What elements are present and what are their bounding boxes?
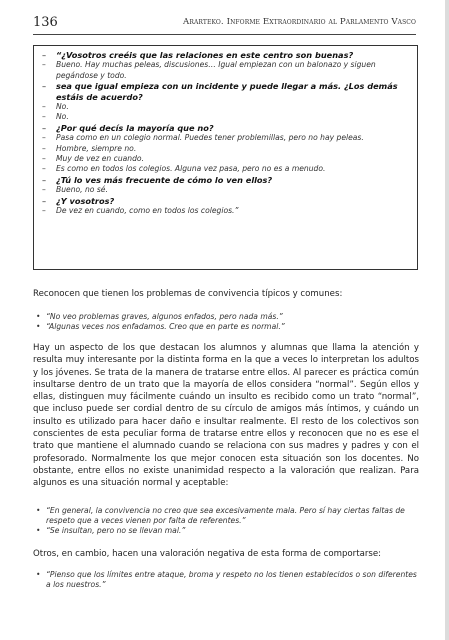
interview-answer: – No. [42, 102, 402, 112]
quote-item: • “Se insultan, pero no se llevan mal.” [36, 526, 418, 536]
quote-list-3 [36, 570, 418, 590]
quote-item: • “No veo problemas graves, algunos enfados, pero nada más.” [36, 312, 418, 322]
interview-answer: – Pasa como en un colegio normal. Puedes tener problemillas, pero no hay peleas. [42, 133, 402, 143]
header-rule [33, 34, 416, 35]
page-number: 136 [33, 15, 58, 30]
interview-answer: – Hombre, siempre no. [42, 144, 402, 154]
interview-question: – “¿Vosotros creéis que las relaciones en este centro son buenas? [42, 50, 402, 60]
quote-list-2 [36, 506, 418, 537]
running-head: Ararteko. Informe Extraordinario al Parlamento Vasco [183, 17, 416, 27]
interview-question: – ¿Y vosotros? [42, 196, 402, 206]
interview-answer: – Muy de vez en cuando. [42, 154, 402, 164]
interview-answer: – Es como en todos los colegios. Alguna vez pasa, pero no es a menudo. [42, 164, 402, 174]
paragraph-main: Hay un aspecto de los que destacan los alumnos y alumnas que llama la atención y resulta muy interesante por la distinta forma en la que a veces lo interpretan los adultos y los jóvenes. Se trata de la manera de tratarse entre ellos. Al parecer es práctica común insultarse dentro de un trato que la mayoría de ellos considera “normal”. Según ellos y ellas, distinguen muy fácilmente cuándo un insulto es recibido como un trato “normal”, que incluso puede ser cordial dentro de su círculo de amigos más íntimos, y cuándo un insulto es utilizado para hacer daño e insultar realmente. El resto de los colectivos son conscientes de esta peculiar forma de tratarse entre ellos y reconocen que no es ese el trato que mantiene el alumnado cuando se relaciona con sus madres y padres y con el profesorado. Normalmente los que mejor conocen esta situación son los docentes. No obstante, entre ellos no existe unanimidad respecto a la valoración que realizan. Para algunos es una situación normal y aceptable: [33, 343, 419, 489]
paragraph-intro: Reconocen que tienen los problemas de convivencia típicos y comunes: [33, 289, 343, 299]
interview-answer: – De vez en cuando, como en todos los colegios.” [42, 206, 402, 216]
interview-box [33, 45, 418, 270]
interview-answer: – No. [42, 112, 402, 122]
paragraph-others: Otros, en cambio, hacen una valoración negativa de esta forma de comportarse: [33, 549, 382, 559]
quote-item: • “En general, la convivencia no creo que sea excesivamente mala. Pero sí hay ciertas faltas de respeto que a veces vienen por falta de referentes.” [36, 506, 418, 526]
interview-answer: – Bueno, no sé. [42, 185, 402, 195]
interview-question: – ¿Por qué decís la mayoría que no? [42, 123, 402, 133]
interview-answer: – Bueno. Hay muchas peleas, discusiones… Igual empiezan con un balonazo y siguen pegándose y todo. [42, 60, 402, 81]
interview-question: – ¿Tú lo ves más frecuente de cómo lo ven ellos? [42, 175, 402, 185]
page-header [33, 15, 416, 31]
page-edge-shadow [445, 0, 449, 640]
quote-list-1 [36, 312, 418, 332]
quote-item: • “Pienso que los límites entre ataque, broma y respeto no los tienen establecidos o son diferentes a los nuestros.” [36, 570, 418, 590]
interview-lines [42, 50, 402, 217]
quote-item: • “Algunas veces nos enfadamos. Creo que en parte es normal.” [36, 322, 418, 332]
interview-question: – sea que igual empieza con un incidente y puede llegar a más. ¿Los demás estáis de acuerdo? [42, 81, 402, 102]
